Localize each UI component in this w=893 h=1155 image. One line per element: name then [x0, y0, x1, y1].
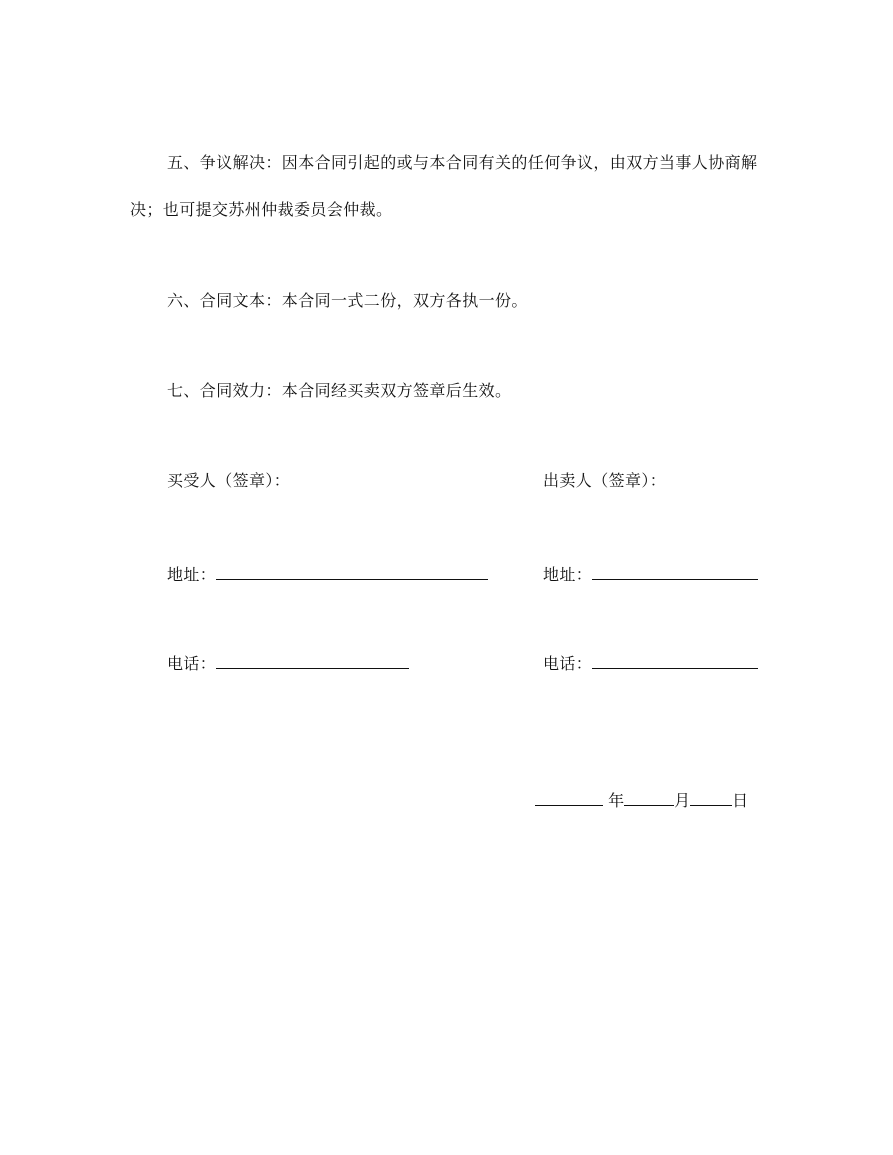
clause-contract-copies: 六、合同文本：本合同一式二份，双方各执一份。 — [167, 291, 528, 310]
seller-signature-label: 出卖人（签章）： — [543, 471, 667, 490]
month-blank — [624, 787, 674, 806]
buyer-address-blank — [216, 561, 488, 580]
seller-phone-line — [543, 650, 758, 676]
day-label: 日 — [732, 791, 749, 810]
seller-phone-blank — [592, 650, 758, 669]
date-line — [535, 787, 748, 813]
seller-address-label: 地址： — [543, 565, 593, 584]
buyer-phone-line — [167, 650, 409, 676]
seller-phone-label: 电话： — [543, 654, 593, 673]
clause-dispute-resolution: 五、争议解决：因本合同引起的或与本合同有关的任何争议，由双方当事人协商解决；也可提交苏州仲裁委员会仲裁。 — [130, 153, 758, 219]
month-label: 月 — [674, 791, 691, 810]
year-label: 年 — [608, 791, 625, 810]
seller-address-line — [543, 561, 758, 587]
year-blank — [535, 787, 603, 806]
clause-contract-validity: 七、合同效力：本合同经买卖双方签章后生效。 — [167, 381, 512, 400]
seller-address-blank — [592, 561, 758, 580]
day-blank — [690, 787, 732, 806]
buyer-phone-blank — [216, 650, 409, 669]
buyer-phone-label: 电话： — [167, 654, 217, 673]
buyer-address-label: 地址： — [167, 565, 217, 584]
buyer-signature-label: 买受人（签章）： — [167, 471, 291, 490]
buyer-address-line — [167, 561, 488, 587]
